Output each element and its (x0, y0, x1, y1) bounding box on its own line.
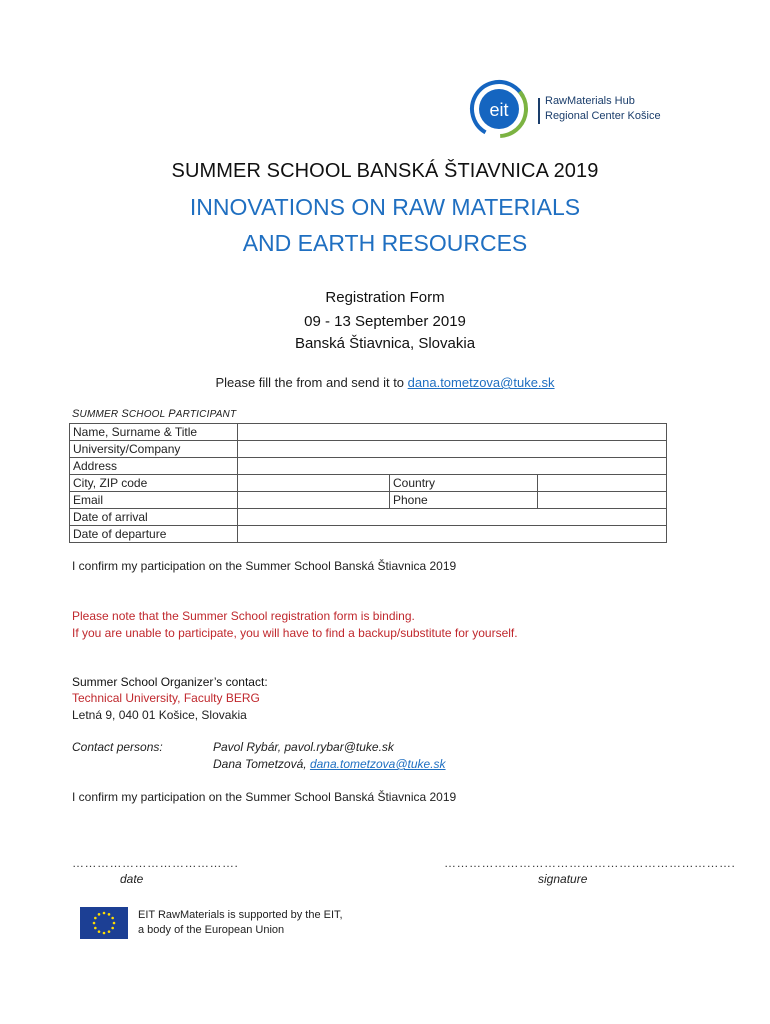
page-subtitle-line1: INNOVATIONS ON RAW MATERIALS (189, 194, 581, 220)
eu-star-icon (103, 912, 106, 915)
form-row-city (70, 475, 667, 492)
page-subtitle-line2: AND EARTH RESOURCES (242, 230, 528, 256)
city-label: City, ZIP code (70, 475, 238, 492)
eu-star-icon (113, 922, 116, 925)
registration-place: Banská Štiavnica, Slovakia (294, 335, 476, 352)
eu-star-icon (108, 930, 111, 933)
form-row-name (70, 424, 667, 441)
logo-line2: Regional Center Košice (545, 110, 661, 122)
university-label: University/Company (70, 441, 238, 458)
eu-support-line1: EIT RawMaterials is supported by the EIT, (138, 909, 343, 921)
arrival-field[interactable] (238, 509, 667, 526)
participant-section-label: SUMMER SCHOOL PARTICIPANT (72, 408, 237, 420)
organizer-contact-heading: Summer School Organizer’s contact: (72, 675, 268, 689)
eu-star-icon (111, 927, 114, 930)
organizer-address: Letná 9, 040 01 Košice, Slovakia (72, 708, 247, 722)
email-field[interactable] (238, 492, 390, 509)
email-label: Email (70, 492, 238, 509)
name-label: Name, Surname & Title (70, 424, 238, 441)
contact-person-2: Dana Tometzová, dana.tometzova@tuke.sk (213, 757, 446, 771)
eu-star-icon (94, 927, 97, 930)
registration-dates: 09 - 13 September 2019 (304, 313, 466, 330)
form-row-address (70, 458, 667, 475)
instruction-text (0, 375, 770, 390)
phone-label: Phone (390, 492, 538, 509)
contact-email-link[interactable]: dana.tometzova@tuke.sk (407, 375, 555, 390)
signature-label: signature (538, 872, 588, 886)
contact-person-2-email-link[interactable]: dana.tometzova@tuke.sk (309, 757, 446, 771)
country-field[interactable] (538, 475, 667, 492)
eu-star-icon (98, 913, 101, 916)
contact-person-1: Pavol Rybár, pavol.rybar@tuke.sk (213, 740, 394, 754)
logo-mark-text: eit (489, 100, 509, 120)
eu-star-icon (98, 930, 101, 933)
page-title: SUMMER SCHOOL BANSKÁ ŠTIAVNICA 2019 (171, 160, 599, 182)
contact-persons-label: Contact persons: (72, 740, 163, 754)
binding-notice-line1: Please note that the Summer School registration form is binding. (72, 609, 415, 623)
eu-support-line2: a body of the European Union (138, 924, 285, 936)
logo-line1: RawMaterials Hub (545, 95, 635, 107)
country-label: Country (390, 475, 538, 492)
address-field[interactable] (238, 458, 667, 475)
participant-form-table (69, 423, 667, 543)
eit-logo-mark-icon (468, 78, 530, 140)
registration-title: Registration Form (325, 289, 445, 306)
eu-star-icon (108, 913, 111, 916)
eit-rawmaterials-logo (468, 78, 698, 142)
date-label: date (120, 872, 144, 886)
form-row-email (70, 492, 667, 509)
organizer-institution: Technical University, Faculty BERG (72, 691, 260, 705)
instruction-prefix: Please fill the from and send it to (215, 375, 408, 390)
eu-star-icon (111, 917, 114, 920)
eu-flag-icon (80, 907, 128, 939)
confirmation-text-2: I confirm my participation on the Summer School Banská Štiavnica 2019 (72, 790, 457, 804)
name-field[interactable] (238, 424, 667, 441)
form-row-departure (70, 526, 667, 543)
arrival-label: Date of arrival (70, 509, 238, 526)
eu-star-icon (94, 917, 97, 920)
form-row-university (70, 441, 667, 458)
eu-star-icon (103, 932, 106, 935)
logo-separator (538, 98, 540, 124)
city-field[interactable] (238, 475, 390, 492)
form-row-arrival (70, 509, 667, 526)
address-label: Address (70, 458, 238, 475)
signature-line[interactable]: ……………………………………………………………. (444, 856, 736, 870)
departure-label: Date of departure (70, 526, 238, 543)
eu-star-icon (93, 922, 96, 925)
binding-notice-line2: If you are unable to participate, you will have to find a backup/substitute for yourself. (72, 626, 518, 640)
phone-field[interactable] (538, 492, 667, 509)
confirmation-text-1: I confirm my participation on the Summer School Banská Štiavnica 2019 (72, 559, 457, 573)
university-field[interactable] (238, 441, 667, 458)
date-line[interactable]: …………………………………. (72, 856, 239, 870)
departure-field[interactable] (238, 526, 667, 543)
